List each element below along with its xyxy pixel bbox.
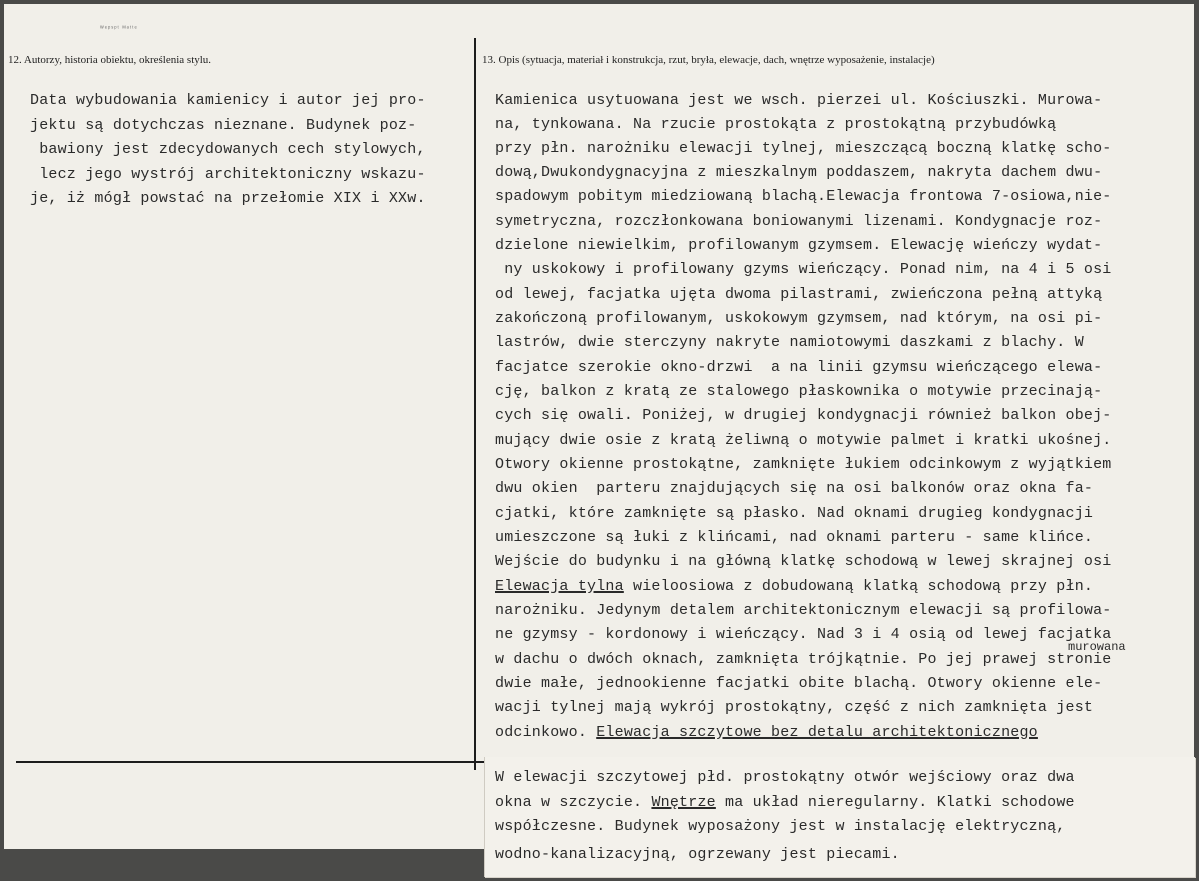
text-line: bawiony jest zdecydowanych cech stylowych,	[30, 141, 426, 158]
text-line: narożniku. Jedynym detalem architektonicznym elewacji są profilowa-	[495, 602, 1112, 619]
underlined-heading: Wnętrze	[651, 794, 716, 811]
text-line: od lewej, facjatka ujęta dwoma pilastrami, zwieńczona pełną attyką	[495, 286, 1103, 303]
underlined-heading: Elewacja tylna	[495, 578, 624, 595]
text-line: przy płn. narożniku elewacji tylnej, mieszczącą boczną klatkę scho-	[495, 140, 1112, 157]
text-line: cjatki, które zamknięte są płasko. Nad oknami drugieg kondygnacji	[495, 505, 1094, 522]
text-line: lecz jego wystrój architektoniczny wskazu-	[30, 166, 426, 183]
text-line: cję, balkon z kratą ze stalowego płaskownika o motywie przecinają-	[495, 383, 1103, 400]
text-line: dwie małe, jednookienne facjatki obite blachą. Otwory okienne ele-	[495, 675, 1103, 692]
text-line: wodno-kanalizacyjną, ogrzewany jest piecami.	[495, 846, 900, 863]
text-line: ny uskokowy i profilowany gzyms wieńczący. Ponad nim, na 4 i 5 osi	[495, 261, 1112, 278]
text-line: Data wybudowania kamienicy i autor jej pro-	[30, 92, 426, 109]
text-line: lastrów, dwie sterczyny nakryte namiotowymi daszkami z blachy. W	[495, 334, 1084, 351]
text-line: cych się owali. Poniżej, w drugiej kondygnacji również balkon obej-	[495, 407, 1112, 424]
text-line: dową,Dwukondygnacyjna z mieszkalnym poddaszem, nakryta dachem dwu-	[495, 164, 1103, 181]
text-line: dzielone niewielkim, profilowanym gzymsem. Elewację wieńczy wydat-	[495, 237, 1103, 254]
text-line: facjatce szerokie okno-drzwi a na linii gzymsu wieńczącego elewa-	[495, 359, 1103, 376]
text-line: dwu okien parteru znajdujących się na osi balkonów oraz okna fa-	[495, 480, 1094, 497]
underlined-heading: Elewacja szczytowe bez detalu architektonicznego	[596, 724, 1038, 741]
text-line: spadowym pobitym miedziowaną blachą.Elewacja frontowa 7-osiowa,nie-	[495, 188, 1112, 205]
section-12-header: 12. Autorzy, historia obiektu, określenia stylu.	[8, 54, 212, 66]
text-line-interior: okna w szczycie. Wnętrze ma układ nieregularny. Klatki schodowe	[495, 794, 1075, 811]
text-line: symetryczna, rozczłonkowana boniowanymi lizenami. Kondygnacje roz-	[495, 213, 1103, 230]
stamp-mark: ᵂᵉᵖˢᵖᵗ ᴹᵃᵗᵗᵉ	[100, 26, 138, 32]
column-divider	[474, 38, 476, 770]
section-13-header: 13. Opis (sytuacja, materiał i konstrukcja, rzut, bryła, elewacje, dach, wnętrze wyposażenie, instalacje)	[482, 54, 935, 66]
text-line: wacji tylnej mają wykrój prostokątny, część z nich zamknięta jest	[495, 699, 1094, 716]
text-line: Otwory okienne prostokątne, zamknięte łukiem odcinkowym z wyjątkiem	[495, 456, 1112, 473]
text-line: w dachu o dwóch oknach, zamknięta trójkątnie. Po jej prawej stronie	[495, 651, 1112, 668]
text-line: Kamienica usytuowana jest we wsch. pierzei ul. Kościuszki. Murowa-	[495, 92, 1103, 109]
text-line: jektu są dotychczas nieznane. Budynek poz-	[30, 117, 417, 134]
text-line: współczesne. Budynek wyposażony jest w instalację elektryczną,	[495, 818, 1066, 835]
text-line: zakończoną profilowanym, uskokowym gzymsem, nad którym, na osi pi-	[495, 310, 1103, 327]
text-line: Wejście do budynku i na główną klatkę schodową w lewej skrajnej osi	[495, 553, 1112, 570]
text-line: je, iż mógł powstać na przełomie XIX i XXw.	[30, 190, 426, 207]
text-line: umieszczone są łuki z klińcami, nad oknami parteru - same klińce.	[495, 529, 1094, 546]
text-line: mujący dwie osie z kratą żeliwną o motywie palmet i kratki ukośnej.	[495, 432, 1112, 449]
text-line: ne gzymsy - kordonowy i wieńczący. Nad 3 i 4 osią od lewej facjatka	[495, 626, 1112, 643]
text-line-gable-elevation: odcinkowo. Elewacja szczytowe bez detalu architektonicznego	[495, 724, 1038, 741]
text-line: na, tynkowana. Na rzucie prostokąta z prostokątną przybudówką	[495, 116, 1057, 133]
text-line: W elewacji szczytowej płd. prostokątny otwór wejściowy oraz dwa	[495, 769, 1075, 786]
text-line-rear-elevation: Elewacja tylna wieloosiowa z dobudowaną klatką schodową przy płn.	[495, 578, 1094, 595]
margin-note: murowana	[1068, 640, 1126, 654]
